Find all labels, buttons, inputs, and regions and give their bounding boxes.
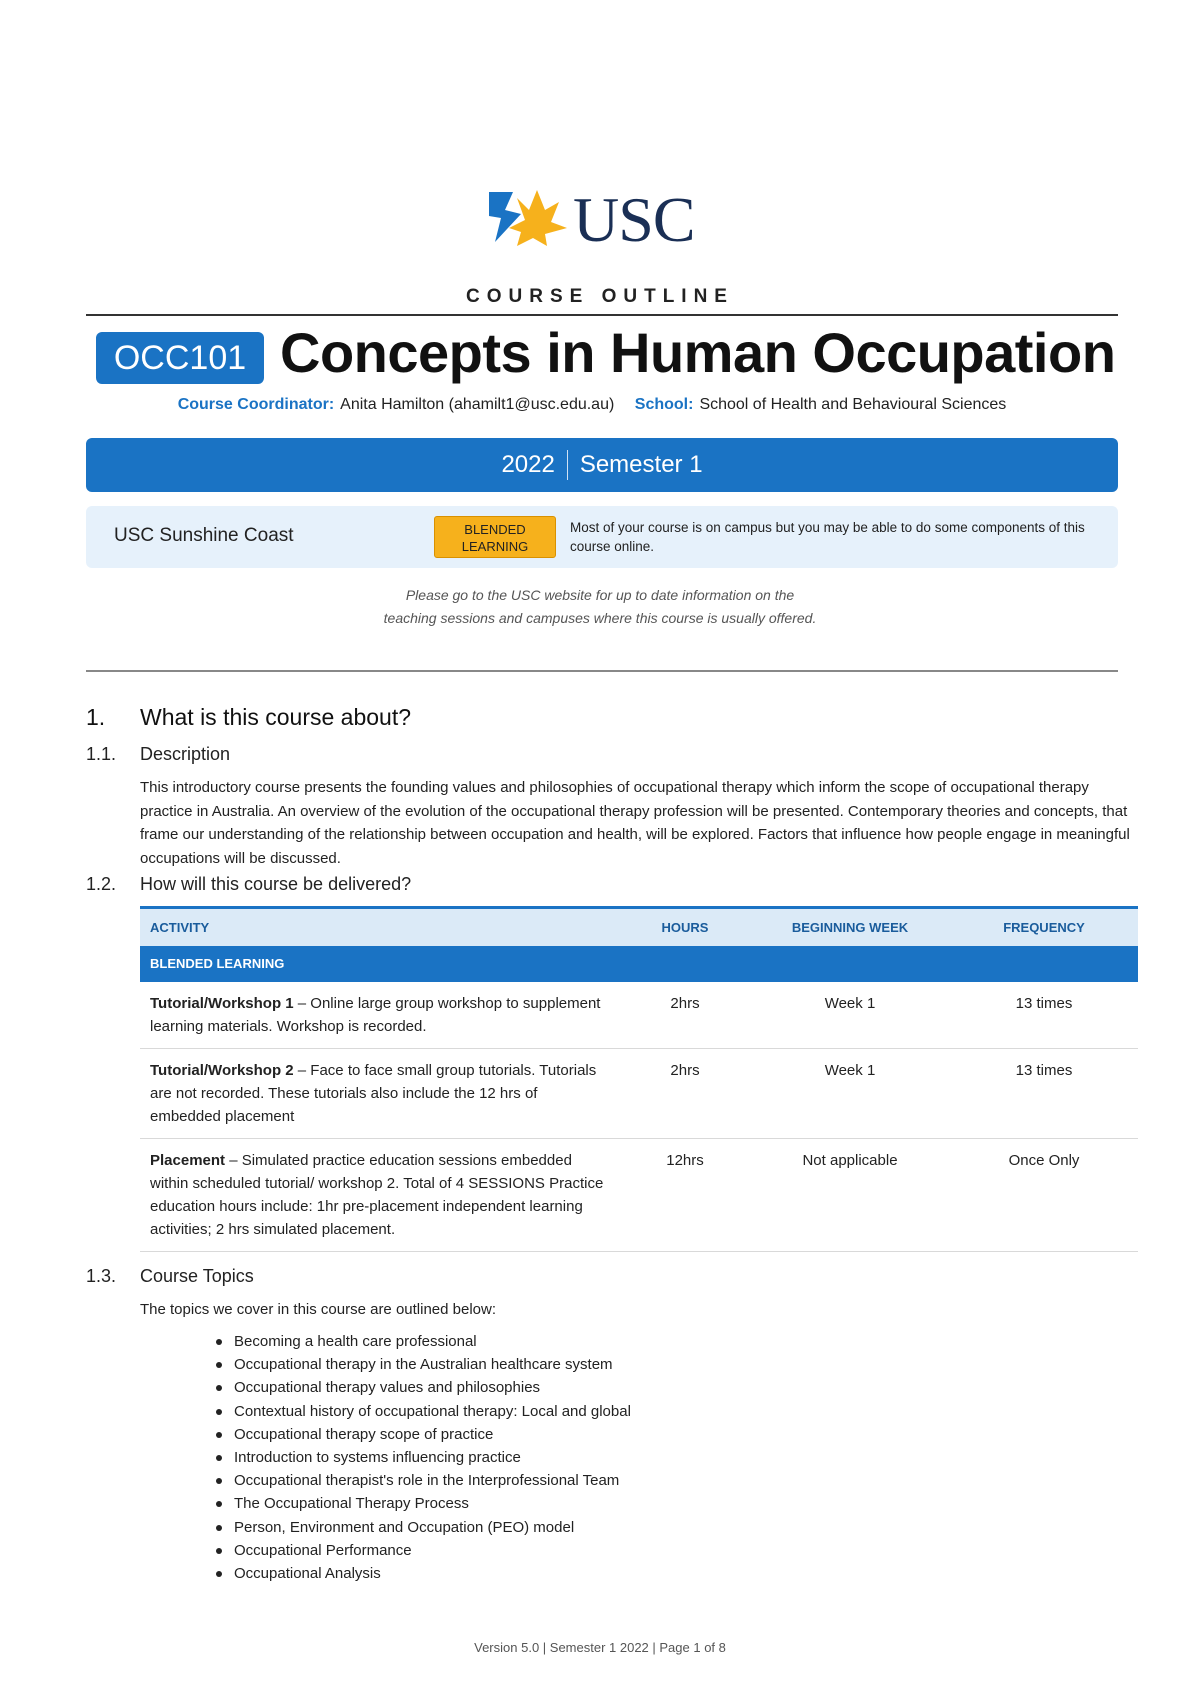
- subsection-heading-description: [86, 744, 230, 765]
- course-code-badge: OCC101: [96, 332, 264, 384]
- list-item: Introduction to systems influencing practice: [216, 1446, 631, 1469]
- table-group-row: [140, 946, 1138, 982]
- delivery-table: [140, 906, 1138, 1252]
- subsection-title: How will this course be delivered?: [140, 874, 412, 894]
- activity-name: Tutorial/Workshop 1: [150, 994, 294, 1012]
- offering-note: [0, 584, 1200, 630]
- list-item: Occupational therapy scope of practice: [216, 1423, 631, 1446]
- school-value: School of Health and Behavioural Sciences: [699, 396, 1007, 413]
- semester-term: Semester 1: [579, 451, 703, 478]
- offering-note-line2: teaching sessions and campuses where this course is usually offered.: [383, 610, 817, 626]
- table-row: [140, 1138, 1138, 1251]
- activity-cell: [140, 982, 620, 1049]
- col-header-activity: ACTIVITY: [140, 908, 620, 946]
- course-title: Concepts in Human Occupation: [280, 321, 1116, 384]
- offering-note-line1: Please go to the USC website for up to date information on the: [405, 587, 795, 603]
- week-cell: Week 1: [750, 982, 950, 1049]
- week-cell: Not applicable: [750, 1138, 950, 1251]
- usc-logo-text: USC: [573, 184, 695, 255]
- description-text: This introductory course presents the founding values and philosophies of occupational therapy which inform the scope of occupational therapy practice in Australia. An overview of the evolution of the occupational therapy profession will be presented. Contemporary theories and concepts, that frame our understanding of the relationship between occupation and health, will be explored. Factors that influence how people engage in meaningful occupations will be discussed.: [140, 779, 1130, 867]
- list-item: Occupational therapy values and philosophies: [216, 1376, 631, 1399]
- school-label: School:: [634, 396, 694, 413]
- group-label: BLENDED LEARNING: [140, 946, 1138, 982]
- col-header-hours: HOURS: [620, 908, 750, 946]
- page-footer: Version 5.0 | Semester 1 2022 | Page 1 of 8: [474, 1640, 726, 1655]
- list-item: Occupational Analysis: [216, 1562, 631, 1585]
- delivery-mode-badge: [434, 516, 556, 558]
- course-outline-label: COURSE OUTLINE: [466, 286, 734, 307]
- list-item: The Occupational Therapy Process: [216, 1492, 631, 1515]
- section-divider: [86, 670, 1118, 672]
- table-header-row: [140, 908, 1138, 946]
- frequency-cell: 13 times: [950, 982, 1138, 1049]
- activity-cell: [140, 1048, 620, 1138]
- semester-year: 2022: [501, 451, 555, 478]
- list-item: Occupational therapist's role in the Interprofessional Team: [216, 1469, 631, 1492]
- topics-list: [216, 1330, 631, 1585]
- table-row: [140, 982, 1138, 1049]
- semester-separator: [567, 450, 568, 480]
- header-divider: [86, 314, 1118, 316]
- activity-desc: – Online large group workshop to supplement learning materials. Workshop is recorded.: [150, 994, 601, 1035]
- subsection-number: 1.2.: [86, 874, 117, 894]
- topics-intro: The topics we cover in this course are outlined below:: [140, 1301, 497, 1318]
- activity-name: Placement: [150, 1151, 226, 1169]
- subsection-number: 1.1.: [86, 744, 117, 764]
- activity-desc: – Simulated practice education sessions embedded within scheduled tutorial/ workshop 2. Total of 4 SESSIONS Practice education hours include: 1hr pre-placement independent learning activities; 2 hrs simulated placement.: [150, 1151, 604, 1238]
- section-number: 1.: [86, 704, 106, 730]
- activity-name: Tutorial/Workshop 2: [150, 1061, 294, 1079]
- usc-logo: [487, 184, 717, 255]
- section-title: What is this course about?: [140, 704, 412, 730]
- hours-cell: 12hrs: [620, 1138, 750, 1251]
- week-cell: Week 1: [750, 1048, 950, 1138]
- campus-name: USC Sunshine Coast: [114, 525, 294, 546]
- delivery-mode-description: Most of your course is on campus but you may be able to do some components of this course online.: [570, 520, 1085, 554]
- list-item: Occupational therapy in the Australian healthcare system: [216, 1353, 631, 1376]
- usc-emblem-icon: [487, 188, 569, 248]
- coordinator-line: [0, 396, 1200, 414]
- list-item: Occupational Performance: [216, 1539, 631, 1562]
- delivery-mode-line2: LEARNING: [461, 539, 529, 554]
- list-item: Person, Environment and Occupation (PEO) model: [216, 1516, 631, 1539]
- subsection-title: Description: [140, 744, 231, 764]
- col-header-week: BEGINNING WEEK: [750, 908, 950, 946]
- col-header-frequency: FREQUENCY: [950, 908, 1138, 946]
- table-row: [140, 1048, 1138, 1138]
- activity-desc: – Face to face small group tutorials. Tutorials are not recorded. These tutorials also include the 12 hrs of embedded placement: [150, 1061, 597, 1125]
- frequency-cell: 13 times: [950, 1048, 1138, 1138]
- hours-cell: 2hrs: [620, 1048, 750, 1138]
- subsection-heading-delivery: [86, 874, 411, 895]
- delivery-mode-line1: BLENDED: [464, 522, 526, 537]
- hours-cell: 2hrs: [620, 982, 750, 1049]
- frequency-cell: Once Only: [950, 1138, 1138, 1251]
- coordinator-value: Anita Hamilton (ahamilt1@usc.edu.au): [340, 396, 615, 413]
- semester-bar: [86, 438, 1118, 492]
- campus-offering-row: [86, 506, 1118, 568]
- list-item: Contextual history of occupational therapy: Local and global: [216, 1400, 631, 1423]
- subsection-title: Course Topics: [140, 1266, 254, 1286]
- subsection-number: 1.3.: [86, 1266, 117, 1286]
- section-heading: [86, 704, 411, 731]
- list-item: Becoming a health care professional: [216, 1330, 631, 1353]
- coordinator-label: Course Coordinator:: [177, 396, 335, 413]
- activity-cell: [140, 1138, 620, 1251]
- subsection-heading-topics: [86, 1266, 254, 1287]
